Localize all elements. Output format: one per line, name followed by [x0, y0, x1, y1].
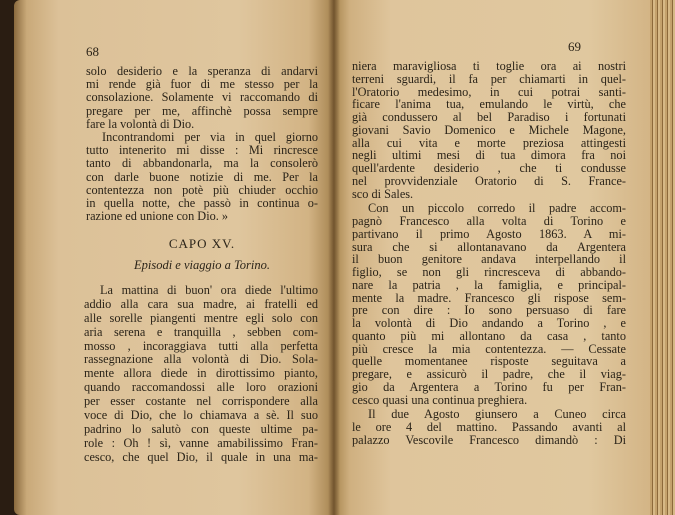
text-line: giovani Savio Domenico e Michele Magone, [352, 122, 626, 137]
text-line: alla cui vita e morte preziosa attingesti [352, 135, 626, 150]
text-line: il buon genitore andava interpellando il [352, 252, 626, 267]
text-line: sura che si allontanavano da Argentera [352, 239, 626, 254]
right-page-number: 69 [568, 39, 581, 54]
text-line: solo desiderio e la speranza di andarvi [86, 64, 318, 78]
text-line: alle sorelle piangenti mentre egli solo con [84, 310, 318, 325]
text-line: nel provvidenziale Oratorio di S. France- [352, 173, 626, 188]
text-line: figlio, se non gli rincresceva di abbando- [352, 265, 626, 279]
text-line: niera maravigliosa ti toglie ora ai nostri [352, 59, 626, 73]
text-line: pre con dire : Io sono persuaso di fare [352, 303, 626, 318]
text-line: quelle momentanee risposte seguitava a [352, 354, 626, 369]
text-line: La mattina di buon' ora diede l'ultimo [100, 283, 318, 297]
text-line: voce di Dio, che lo chiamava a sè. Il suo [84, 408, 318, 423]
text-line: la volontà di Dio andando a Torino , e [352, 316, 626, 330]
right-text [352, 60, 626, 447]
left-page-number: 68 [86, 44, 99, 59]
paragraph [86, 65, 318, 131]
paragraph [352, 202, 626, 406]
paragraph [352, 60, 626, 200]
text-line: fare la volontà di Dio. [86, 116, 195, 131]
paragraph [84, 284, 318, 465]
text-line: nare la patria , la famiglia, e principal- [352, 277, 626, 292]
text-line: palazzo Vescovile Francesco dimandò : Di [352, 432, 626, 447]
paragraph [86, 131, 318, 223]
text-line: cesco, che quel Dio, il quale in una ma- [84, 449, 318, 464]
text-line: con darle buone notizie di me. Per la [86, 169, 318, 184]
text-line: Il due Agosto giunsero a Cuneo circa [368, 407, 626, 422]
text-line: per esser costante nel corrispondere alla [84, 394, 318, 409]
text-line: addio alla cara sua madre, ai fratelli ed [84, 296, 318, 311]
text-line: tanto di abbandonarla, ma la consolerò [86, 156, 318, 171]
text-line: tutto intenerito mi disse : Mi rincresce [86, 143, 318, 158]
text-line: pagnò Francesco alla volta di Torino e [352, 214, 626, 228]
text-line: mente la madre. Francesco gli rispose sem- [352, 290, 626, 305]
text-line: contentezza non potè più chiuder occhio [86, 182, 318, 197]
text-line: quanto più mi allontano da casa , tanto [352, 328, 626, 343]
text-line: già condussero al bel Paradiso i fortunati [352, 110, 626, 124]
text-line: consolazione. Solamente vi raccomando di [86, 90, 318, 105]
text-line: cesco quasi una continua preghiera. [352, 392, 528, 407]
text-line: padrino lo salutò con queste ultime pa- [84, 421, 318, 436]
text-line: in quella notte, che passò in continua o- [86, 195, 318, 210]
text-line: ficare l'anima tua, emulando le virtù, che [352, 97, 626, 112]
text-line: razione ed unione con Dio. » [86, 209, 229, 224]
text-line: terreni sguardi, il fa per chiamarti in quel- [352, 71, 626, 86]
text-line: mi rende già fuor di me stesso per la [86, 77, 318, 92]
text-line: partivano il primo Agosto 1863. A mi- [352, 226, 626, 241]
text-line: quell'ardente desiderio , che ti condusse [352, 161, 626, 175]
text-line: pregare per me, affinchè possa sempre [86, 103, 318, 118]
text-line: mente allora diede in dirottissimo pianto, [84, 366, 318, 381]
chapter-title: CAPO XV. [168, 236, 236, 251]
page-edges [650, 0, 675, 515]
text-line: quando raccomandossi alle loro orazioni [84, 380, 318, 395]
text-line: sco di Sales. [352, 186, 414, 201]
text-line: l'Oratorio medesimo, in cui potrai santi- [352, 84, 626, 99]
book-gutter [328, 0, 340, 515]
text-line: Incontrandomi per via in quel giorno [102, 129, 318, 144]
chapter-subtitle: Episodi e viaggio a Torino. [133, 258, 270, 272]
text-line: mosso , incoraggiava tutti alla perfetta [84, 338, 318, 353]
left-text-before-chapter [86, 65, 318, 223]
text-line: più cresce la mia contentezza. — Cessate [352, 341, 626, 356]
paragraph [352, 408, 626, 446]
text-line: rassegnazione alla volontà di Dio. Sola- [84, 352, 318, 367]
text-line: gio da Argentera a Torino fu per Fran- [352, 379, 626, 394]
text-line: role : Oh ! sì, vanne amabilissimo Fran- [84, 435, 318, 450]
left-text-after-chapter [84, 284, 318, 465]
text-line: negli ultimi mesi di tua dimora fra noi [352, 148, 626, 163]
text-line: pregare, e assicurò il padre, che il viag- [352, 367, 626, 381]
text-line: aria serena e tranquilla , sebben com- [84, 324, 318, 339]
text-line: le ore 4 del mattino. Passando avanti al [352, 420, 626, 434]
text-line: Con un piccolo corredo il padre accom- [368, 201, 626, 216]
